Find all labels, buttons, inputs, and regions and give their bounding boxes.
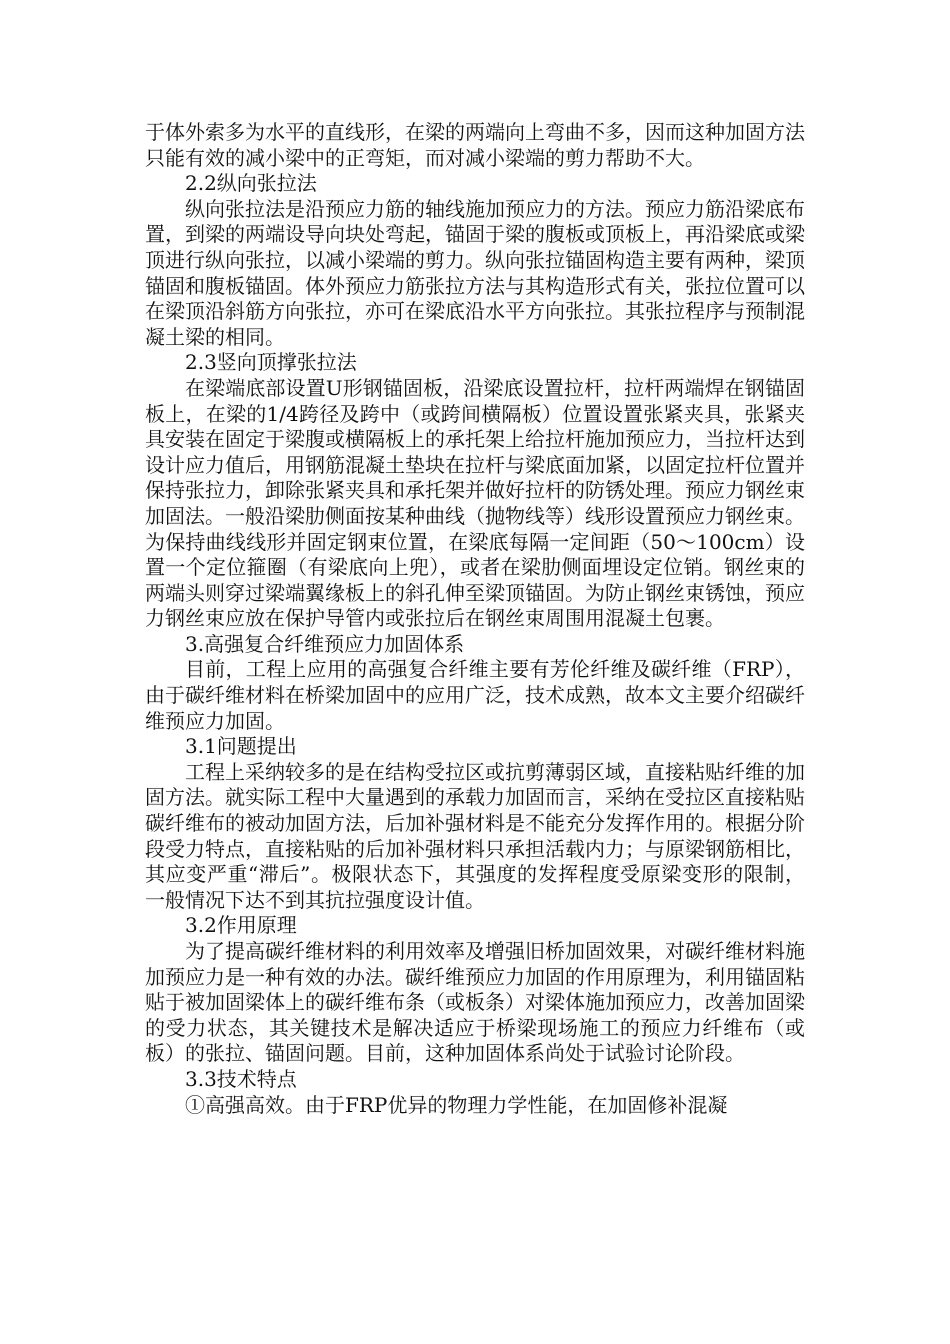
- section-heading-2-3: 2.3竖向顶撑张拉法: [185, 350, 357, 375]
- paragraph-continuation: 于体外索多为水平的直线形，在梁的两端向上弯曲不多，因而这种加固方法只能有效的减小梁中的正弯矩，而对减小梁端的剪力帮助不大。: [145, 120, 805, 170]
- paragraph-features: ①高强高效。由于FRP优异的物理力学性能，在加固修补混凝: [185, 1092, 728, 1117]
- document-page: [145, 120, 805, 1118]
- section-heading-3-3: 3.3技术特点: [185, 1066, 297, 1091]
- section-heading-3: 3.高强复合纤维预应力加固体系: [185, 631, 465, 656]
- paragraph-frp-intro: 目前，工程上应用的高强复合纤维主要有芳伦纤维及碳纤维（FRP），由于碳纤维材料在桥梁加固中的应用广泛，技术成熟，故本文主要介绍碳纤维预应力加固。: [145, 657, 805, 733]
- paragraph-principle: 为了提高碳纤维材料的利用效率及增强旧桥加固效果，对碳纤维材料施加预应力是一种有效的办法。碳纤维预应力加固的作用原理为，利用锚固粘贴于被加固梁体上的碳纤维布条（或板条）对梁体施加预应力，改善加固梁的受力状态，其关键技术是解决适应于桥梁现场施工的预应力纤维布（或板）的张拉、锚固问题。目前，这种加固体系尚处于试验讨论阶段。: [145, 939, 805, 1066]
- paragraph-longitudinal-tensioning: 纵向张拉法是沿预应力筋的轴线施加预应力的方法。预应力筋沿梁底布置，到梁的两端设导向块处弯起，锚固于梁的腹板或顶板上，再沿梁底或梁顶进行纵向张拉，以减小梁端的剪力。纵向张拉锚固构造主要有两种，梁顶锚固和腹板锚固。体外预应力筋张拉方法与其构造形式有关，张拉位置可以在梁顶沿斜筋方向张拉，亦可在梁底沿水平方向张拉。其张拉程序与预制混凝土梁的相同。: [145, 196, 805, 349]
- section-heading-2-2: 2.2纵向张拉法: [185, 171, 317, 196]
- section-heading-3-2: 3.2作用原理: [185, 913, 297, 938]
- section-heading-3-1: 3.1问题提出: [185, 734, 297, 759]
- paragraph-problem: 工程上采纳较多的是在结构受拉区或抗剪薄弱区域，直接粘贴纤维的加固方法。就实际工程中大量遇到的承载力加固而言，采纳在受拉区直接粘贴碳纤维布的被动加固方法，后加补强材料是不能充分发挥作用的。根据分阶段受力特点，直接粘贴的后加补强材料只承担活载内力；与原梁钢筋相比，其应变严重“滞后”。极限状态下，其强度的发挥程度受原梁变形的限制，一般情况下达不到其抗拉强度设计值。: [145, 759, 805, 912]
- paragraph-vertical-jacking: 在梁端底部设置U形钢锚固板，沿梁底设置拉杆，拉杆两端焊在钢锚固板上，在梁的1/4跨径及跨中（或跨间横隔板）位置设置张紧夹具，张紧夹具安装在固定于梁腹或横隔板上的承托架上给拉杆施加预应力，当拉杆达到设计应力值后，用钢筋混凝土垫块在拉杆与梁底面加紧，以固定拉杆位置并保持张拉力，卸除张紧夹具和承托架并做好拉杆的防锈处理。预应力钢丝束加固法。一般沿梁肋侧面按某种曲线（抛物线等）线形设置预应力钢丝束。为保持曲线线形并固定钢束位置，在梁底每隔一定间距（50～100cm）设置一个定位箍圈（有梁底向上兜），或者在梁肋侧面埋设定位销。钢丝束的两端头则穿过梁端翼缘板上的斜孔伸至梁顶锚固。为防止钢丝束锈蚀，预应力钢丝束应放在保护导管内或张拉后在钢丝束周围用混凝土包裹。: [145, 375, 805, 631]
